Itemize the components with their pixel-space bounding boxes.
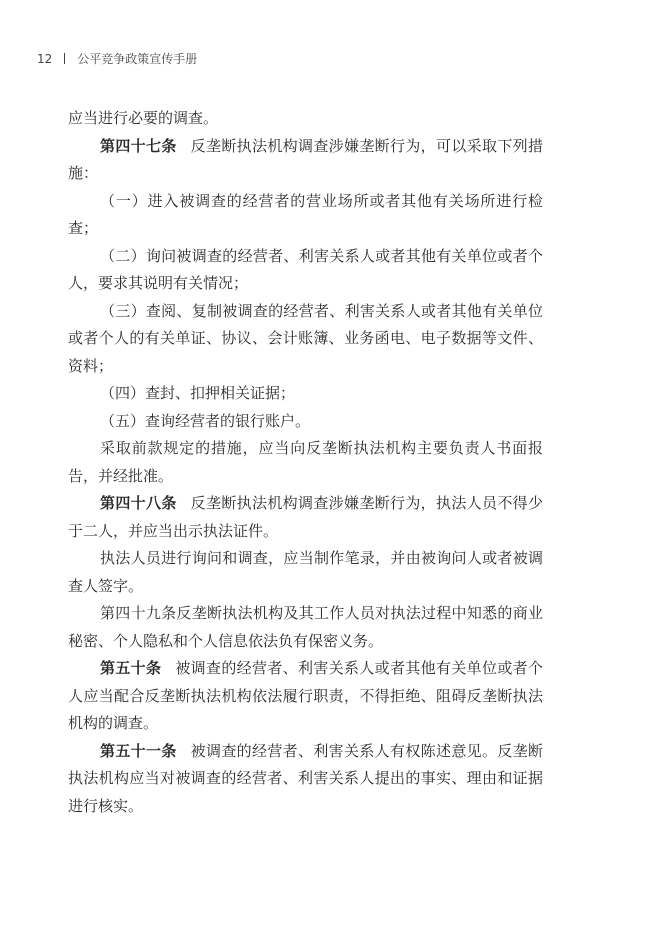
paragraph-text: 反垄断执法机构调查涉嫌垄断行为，可以采取下列措施： [68,136,543,182]
paragraph [68,435,543,490]
paragraph-text: 反垄断执法机构调查涉嫌垄断行为，执法人员不得少于二人，并应当出示执法证件。 [68,494,543,540]
list-item [68,380,543,408]
page-number: 12 [37,51,53,66]
paragraph-text: 采取前款规定的措施，应当向反垄断执法机构主要负责人书面报告，并经批准。 [68,439,543,485]
paragraph-text: 第四十九条反垄断执法机构及其工作人员对执法过程中知悉的商业秘密、个人隐私和个人信息依法负有保密义务。 [68,604,543,650]
paragraph-text: （四）查封、扣押相关证据； [100,384,296,402]
list-item [68,298,543,381]
paragraph-text: （二）询问被调查的经营者、利害关系人或者其他有关单位或者个人，要求其说明有关情况； [68,246,543,292]
paragraph [68,545,543,600]
article-47 [68,133,543,188]
paragraph-text: （一）进入被调查的经营者的营业场所或者其他有关场所进行检查； [68,191,543,237]
paragraph-text: （三）查阅、复制被调查的经营者、利害关系人或者其他有关单位或者个人的有关单证、协议、会计账簿、业务函电、电子数据等文件、资料； [68,301,543,375]
article-49 [68,600,543,655]
header-divider [64,53,65,64]
article-50 [68,655,543,738]
paragraph-text: 被调查的经营者、利害关系人有权陈述意见。反垄断执法机构应当对被调查的经营者、利害关系人提出的事实、理由和证据进行核实。 [68,741,543,815]
book-title: 公平竞争政策宣传手册 [77,52,198,66]
article-heading: 第五十条 [100,659,162,677]
list-item [68,188,543,243]
list-item [68,243,543,298]
paragraph-text: 应当进行必要的调查。 [68,109,219,127]
paragraph-text: （五）查询经营者的银行账户。 [100,411,311,430]
page-body [68,105,543,820]
article-heading: 第五十一条 [100,741,177,760]
paragraph-text: 被调查的经营者、利害关系人或者其他有关单位或者个人应当配合反垄断执法机构依法履行职责，不得拒绝、阻碍反垄断执法机构的调查。 [68,659,543,732]
paragraph-text: 执法人员进行询问和调查，应当制作笔录，并由被询问人或者被调查人签字。 [68,549,543,595]
running-header [37,50,197,67]
paragraph [68,105,543,133]
list-item [68,408,543,436]
article-48 [68,490,543,545]
article-heading: 第四十七条 [100,136,177,155]
article-heading: 第四十八条 [100,494,177,512]
article-51 [68,738,543,821]
